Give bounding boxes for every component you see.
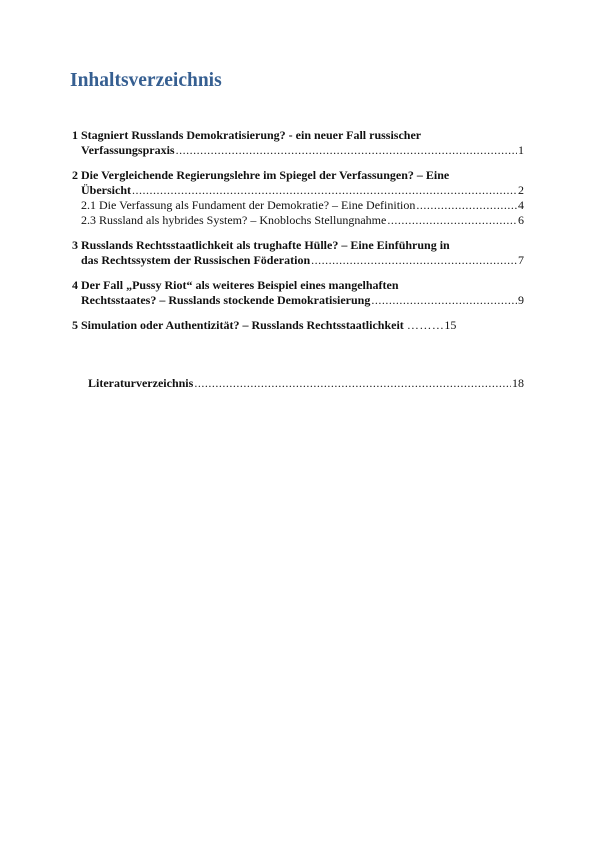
dot-leader [194, 376, 511, 391]
page-number: 9 [518, 293, 524, 307]
toc-entry-5[interactable] [72, 318, 524, 333]
toc-subentry-title: 2.1 Die Verfassung als Fundament der Demokratie? – Eine Definition [81, 198, 416, 212]
toc-entry-2-3[interactable] [72, 213, 524, 228]
toc-entry-2-1[interactable] [72, 198, 524, 213]
toc-entry-2[interactable] [72, 168, 524, 198]
toc-entry-row [88, 376, 524, 391]
dot-leader [387, 213, 517, 228]
toc-entry-title: 2 Die Vergleichende Regierungslehre im Spiegel der Verfassungen? – Eine [72, 168, 450, 182]
toc-entry-title-text: 5 Simulation oder Authentizität? – Russlands Rechtsstaatlichkeit [72, 318, 404, 332]
toc-entry-title: Literaturverzeichnis [88, 376, 194, 390]
toc-entry-title: 4 Der Fall „Pussy Riot“ als weiteres Beispiel eines mangelhaften [72, 278, 399, 292]
toc-entry-3[interactable] [72, 238, 524, 268]
dot-leader [311, 253, 517, 268]
toc-entry-title-cont: das Rechtssystem der Russischen Föderation [81, 253, 311, 267]
dot-leader: ……… [406, 318, 445, 332]
page-number: 4 [518, 198, 524, 212]
toc-entry-title: 1 Stagniert Russlands Demokratisierung? - ein neuer Fall russischer [72, 128, 422, 142]
toc-entry-continuation [72, 293, 524, 308]
toc-subentry-row [81, 198, 524, 213]
page-number: 15 [444, 318, 457, 332]
toc-entry-title-cont: Verfassungspraxis [81, 143, 175, 157]
page-number: 7 [518, 253, 524, 267]
toc-entry-continuation [72, 183, 524, 198]
toc-entry-continuation [72, 143, 524, 158]
toc-subentry-title: 2.3 Russland als hybrides System? – Knoblochs Stellungnahme [81, 213, 387, 227]
toc-subentry-row [81, 213, 524, 228]
toc-entry-title [72, 318, 524, 333]
toc-entry-title: 3 Russlands Rechtsstaatlichkeit als trughafte Hülle? – Eine Einführung in [72, 238, 450, 252]
page-number: 1 [518, 143, 524, 157]
toc-entry-continuation [72, 253, 524, 268]
toc-entry-literaturverzeichnis[interactable] [88, 376, 524, 391]
dot-leader [132, 183, 517, 198]
page-number: 18 [512, 376, 524, 390]
toc-entry-title-cont: Rechtsstaates? – Russlands stockende Demokratisierung [81, 293, 371, 307]
table-of-contents [72, 128, 524, 343]
page-title: Inhaltsverzeichnis [70, 70, 222, 91]
dot-leader [416, 198, 517, 213]
toc-entry-1[interactable] [72, 128, 524, 158]
dot-leader [176, 143, 517, 158]
page-number: 2 [518, 183, 524, 197]
dot-leader [371, 293, 517, 308]
toc-entry-4[interactable] [72, 278, 524, 308]
toc-entry-title-cont: Übersicht [81, 183, 131, 197]
page-number: 6 [518, 213, 524, 227]
